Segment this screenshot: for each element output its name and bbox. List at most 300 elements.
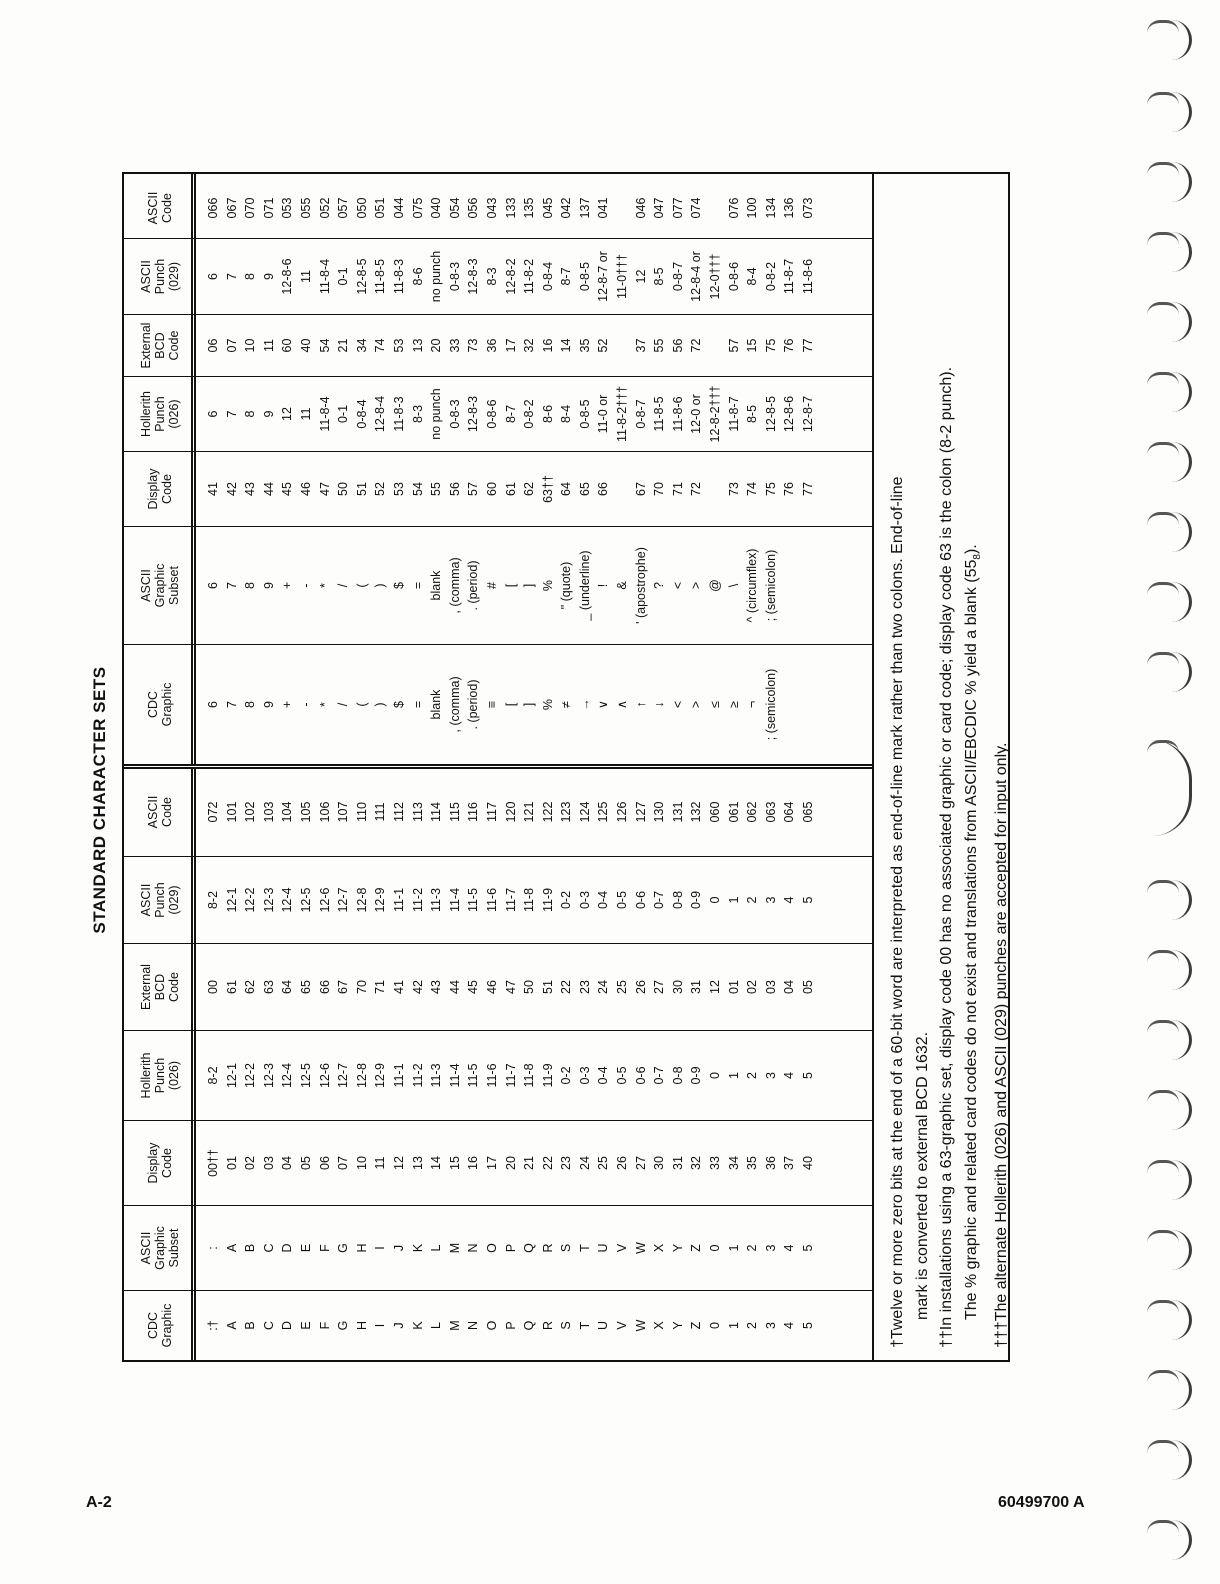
table-cell: 0-3 (577, 1066, 592, 1085)
table-cell: 64 (280, 980, 295, 994)
table-cell: 04 (280, 1156, 295, 1170)
column-header: ASCII Graphic Subset (139, 1226, 181, 1270)
table-cell: 12 (280, 407, 295, 421)
table-cell: 12-5 (298, 1062, 313, 1089)
table-cell: 0-8-5 (577, 261, 592, 292)
table-cell: ↑ (633, 701, 648, 708)
table-cell: 110 (354, 802, 369, 822)
table-cell: 0-4 (596, 890, 611, 910)
table-cell: ↓ (652, 701, 667, 708)
table-cell: 4 (782, 1244, 797, 1252)
table-cell: ] (522, 702, 537, 707)
table-cell: 22 (540, 1156, 555, 1170)
table-cell: 42 (224, 482, 239, 496)
table-cell: ≠ (559, 701, 574, 708)
table-cell: 12-8-6 (280, 258, 295, 295)
table-cell: 11-8-4 (317, 258, 332, 295)
table-cell: 043 (484, 197, 499, 219)
table-cell: 6 (206, 582, 220, 589)
table-cell: ? (652, 582, 667, 589)
table-cell: 66 (596, 482, 611, 496)
table-cell: 8 (243, 701, 258, 708)
table-cell: 0-5 (615, 1066, 630, 1085)
table-cell: 0-8-2 (522, 399, 537, 429)
table-cell: 044 (391, 197, 406, 219)
table-cell: 104 (280, 801, 295, 823)
table-cell: 70 (354, 980, 369, 994)
table-cell: 0-1 (336, 267, 351, 286)
table-cell: Q (522, 1320, 537, 1331)
table-cell: 12-1 (224, 1062, 239, 1089)
table-cell: : (206, 1246, 220, 1250)
binder-hole-icon (1145, 1300, 1192, 1340)
table-cell: 134 (763, 197, 778, 219)
table-cell: _ (underline) (577, 550, 592, 621)
table-cell: Y (670, 1321, 685, 1330)
table-cell: 71 (670, 482, 685, 496)
table-cell: / (336, 702, 351, 707)
table-cell: 114 (429, 802, 444, 822)
table-cell: 12-4 (280, 1062, 295, 1089)
table-cell: 11 (373, 1156, 388, 1170)
table-cell: 26 (615, 1156, 630, 1170)
table-cell: 125 (596, 801, 611, 823)
table-cell: ≡ (484, 700, 499, 709)
table-cell: " (quote) (559, 561, 574, 610)
table-cell: 12-8-2††† (708, 385, 723, 443)
table-cell: 8-7 (503, 404, 518, 424)
table-column (124, 768, 872, 856)
footnote-2: ††In installations using a 63-graphic set, display code 00 has no associated graphic or card code; display code 63 is the colon (8-2 punch). (938, 366, 955, 1348)
binder-hole-icon (1145, 740, 1192, 836)
table-cell: 8-6 (410, 267, 425, 286)
binder-hole-icon (1145, 1020, 1192, 1060)
table-cell: 12-8-3 (466, 395, 481, 433)
document-number: 60499700 A (998, 1494, 1085, 1511)
table-cell: 11-7 (503, 1063, 518, 1088)
table-cell: 132 (689, 801, 704, 823)
table-cell: 17 (503, 338, 518, 353)
table-cell: 130 (652, 801, 667, 823)
table-cell: 053 (280, 197, 295, 219)
table-cell: 27 (633, 1156, 648, 1170)
table-cell: = (410, 581, 425, 590)
table-cell: T (577, 1244, 592, 1252)
table-cell: 01 (726, 980, 741, 994)
table-cell: ¬ (745, 700, 760, 709)
table-cell: 073 (801, 197, 815, 219)
table-cell: W (633, 1242, 648, 1254)
table-cell (780, 527, 799, 644)
column-header: ASCII Punch (029) (139, 258, 181, 295)
binder-hole-icon (1145, 652, 1192, 692)
table-cell (706, 315, 725, 376)
table-cell: Y (670, 1243, 685, 1253)
table-cell: 074 (689, 197, 704, 219)
table-cell (780, 645, 799, 764)
table-cell: 37 (633, 338, 648, 353)
table-cell: 6 (206, 273, 220, 280)
table-cell: B (243, 1243, 258, 1253)
table-cell: 131 (670, 801, 685, 823)
table-cell: no punch (429, 250, 444, 303)
table-cell: 02 (745, 980, 760, 994)
table-cell: 12-8-5 (354, 258, 369, 295)
table-cell: , (comma) (447, 676, 462, 733)
binder-hole-icon (1145, 1160, 1192, 1200)
table-cell: 11-8-5 (373, 258, 388, 295)
table-cell: 41 (391, 980, 406, 994)
table-cell: 4 (782, 1072, 797, 1079)
table-cell: 12-8-7 (801, 395, 815, 433)
table-cell: 100 (745, 197, 760, 219)
table-cell: 072 (206, 801, 220, 823)
table-cell: 76 (782, 482, 797, 496)
table-cell: ] (522, 583, 537, 588)
table-cell: 32 (522, 338, 537, 353)
table-cell: D (280, 1243, 295, 1253)
table-cell: 0-8 (670, 1066, 685, 1085)
column-header: Display Code (146, 1142, 174, 1184)
table-cell: 0-8-6 (484, 399, 499, 429)
table-cell: 72 (689, 482, 704, 496)
table-cell: 0-8-3 (447, 399, 462, 429)
table-cell: 7 (224, 410, 239, 418)
table-cell: 0 (708, 896, 723, 904)
table-cell: 6 (206, 410, 220, 418)
table-cell: = (410, 700, 425, 709)
table-cell: blank (429, 689, 444, 720)
table-cell: 47 (317, 482, 332, 496)
table-cell: J (391, 1244, 406, 1252)
table-cell: 15 (745, 338, 760, 353)
table-cell: 65 (577, 482, 592, 496)
table-cell: ; (semicolon) (763, 668, 778, 741)
table-cell: 0-8-7 (670, 261, 685, 292)
table-cell: 124 (577, 801, 592, 823)
table-cell: 0-7 (652, 1066, 667, 1085)
table-cell: no punch (429, 388, 444, 440)
table-cell: 66 (317, 980, 332, 994)
table-cell: 8-5 (652, 267, 667, 286)
table-cell: 101 (224, 801, 239, 823)
binder-hole-icon (1145, 1230, 1192, 1270)
table-cell: 7 (224, 582, 239, 589)
column-header: ASCII Code (146, 795, 174, 829)
table-cell: 56 (447, 482, 462, 496)
table-cell: 0-1 (336, 404, 351, 424)
table-cell: 123 (559, 801, 574, 823)
table-cell: X (652, 1321, 667, 1330)
table-cell: 052 (317, 197, 332, 219)
table-cell: 30 (652, 1156, 667, 1170)
table-cell: 11-6 (484, 1063, 499, 1088)
table-cell: ^ (circumflex) (745, 548, 760, 623)
table-cell: blank (429, 570, 444, 601)
table-cell: 01 (224, 1156, 239, 1170)
table-cell (799, 645, 818, 764)
table-cell: V (615, 1321, 630, 1330)
table-cell: 076 (726, 197, 741, 219)
table-cell: 50 (522, 980, 537, 994)
table-cell: 061 (726, 801, 741, 823)
table-column (124, 856, 872, 943)
table-cell: 11-0 or (596, 394, 611, 434)
table-cell: 071 (261, 197, 276, 219)
table-cell: 56 (670, 338, 685, 353)
table-cell: 05 (801, 980, 815, 994)
table-cell: S (559, 1243, 574, 1253)
table-cell: 0-6 (633, 890, 648, 910)
table-cell: 73 (726, 482, 741, 496)
table-cell: 32 (689, 1156, 704, 1170)
table-cell: 30 (670, 980, 685, 994)
table-column (124, 943, 872, 1030)
table-cell: % (540, 579, 555, 592)
table-cell: 11-9 (540, 887, 555, 913)
table-cell: 11-3 (429, 1063, 444, 1088)
table-cell: % (540, 698, 555, 711)
table-cell: 34 (354, 338, 369, 353)
table-cell: C (261, 1243, 276, 1253)
table-cell: - (298, 702, 313, 707)
binder-hole-icon (1145, 1370, 1192, 1410)
table-cell: 23 (577, 980, 592, 994)
table-cell: - (298, 583, 313, 588)
table-cell: D (280, 1320, 295, 1331)
table-cell: 11-8-7 (782, 258, 797, 295)
table-cell: 53 (391, 482, 406, 496)
table-cell: 60 (484, 482, 499, 496)
table-cell: 5 (801, 1072, 815, 1079)
table-cell: \ (726, 583, 741, 588)
table-cell: * (317, 583, 332, 588)
table-cell: 40 (298, 338, 313, 353)
table-cell: K (410, 1243, 425, 1253)
table-cell: 042 (559, 197, 574, 219)
table-cell: 11-4 (447, 887, 462, 913)
table-cell: 12-0 or (689, 394, 704, 434)
table-cell: 136 (782, 197, 797, 219)
table-cell: 16 (540, 338, 555, 353)
table-cell: 12-1 (224, 887, 239, 913)
table-cell: 8-5 (745, 404, 760, 424)
table-cell: 12-3 (261, 1062, 276, 1089)
table-cell: 8-4 (745, 267, 760, 286)
table-cell: 066 (206, 197, 220, 219)
table-cell: 12 (633, 269, 648, 284)
table-cell: M (447, 1320, 462, 1331)
table-cell: 20 (429, 338, 444, 353)
table-cell: 105 (298, 801, 313, 823)
table-cell: 0-4 (596, 1066, 611, 1085)
table-cell: 52 (373, 482, 388, 496)
table-cell: 12-6 (317, 887, 332, 913)
table-cell (799, 527, 818, 644)
table-cell: 14 (559, 338, 574, 353)
table-cell: 7 (224, 273, 239, 280)
table-cell: 11 (261, 339, 276, 352)
table-cell: 00†† (206, 1149, 220, 1177)
table-left-half (124, 764, 872, 1360)
table-cell: N (466, 1243, 481, 1253)
table-cell: A (224, 1243, 239, 1253)
table-cell: Z (689, 1321, 704, 1330)
table-cell: 111 (373, 802, 388, 822)
table-cell: T (577, 1321, 592, 1330)
table-cell: 11-8-3 (391, 258, 406, 295)
table-cell: Z (689, 1244, 704, 1252)
table-cell: 55 (652, 338, 667, 353)
table-cell: 11 (298, 270, 313, 283)
table-cell: 9 (261, 701, 276, 708)
table-cell: 0-6 (633, 1066, 648, 1085)
table-cell: , (comma) (447, 557, 462, 614)
table-column (124, 1205, 872, 1290)
table-cell: 07 (336, 1156, 351, 1170)
table-cell: 0-8-4 (354, 399, 369, 429)
table-cell: 11-2 (410, 887, 425, 913)
table-cell: + (280, 581, 295, 590)
table-cell: 11-8-2††† (615, 385, 630, 443)
binder-hole-icon (1145, 442, 1192, 482)
table-cell: S (559, 1321, 574, 1330)
table-cell: 34 (726, 1156, 741, 1170)
table-cell: 116 (466, 802, 481, 822)
table-cell: 0-8-5 (577, 399, 592, 429)
table-cell: 11-8-6 (801, 258, 815, 295)
binder-hole-icon (1145, 950, 1192, 990)
binder-hole-icon (1145, 20, 1192, 60)
table-cell: 74 (373, 338, 388, 353)
character-table (122, 172, 874, 1362)
table-cell: 12-3 (261, 887, 276, 913)
table-cell: 11-8-6 (670, 396, 685, 432)
table-cell: 117 (484, 802, 499, 822)
table-cell: 54 (317, 338, 332, 353)
table-cell: 0-2 (559, 890, 574, 910)
table-cell: 25 (596, 1156, 611, 1170)
table-cell: < (670, 700, 685, 709)
table-cell: 11-9 (540, 1063, 555, 1088)
table-cell: 36 (484, 338, 499, 353)
binder-hole-icon (1145, 162, 1192, 202)
table-cell: 0-9 (689, 1066, 704, 1085)
table-column (124, 238, 872, 314)
table-cell: 1 (726, 1072, 741, 1079)
table-cell: 12-0††† (708, 253, 723, 300)
table-cell: 12-9 (373, 1062, 388, 1089)
table-cell: 37 (782, 1156, 797, 1170)
table-cell: O (484, 1320, 499, 1331)
table-cell: 2 (745, 1322, 760, 1329)
page-number: A-2 (86, 1494, 112, 1511)
table-cell: L (429, 1244, 444, 1252)
table-cell: 9 (261, 273, 276, 280)
binder-hole-icon (1145, 372, 1192, 412)
column-header: ASCII Graphic Subset (139, 563, 181, 608)
table-cell: 71 (373, 980, 388, 994)
table-cell: 1 (726, 896, 741, 904)
table-cell: 33 (708, 1156, 723, 1170)
table-cell: C (261, 1320, 276, 1331)
table-cell: 10 (243, 338, 258, 353)
table-cell: 135 (522, 197, 537, 219)
table-cell: 075 (410, 197, 425, 219)
table-cell: 8 (243, 582, 258, 589)
table-cell: 11-8-5 (652, 396, 667, 432)
table-cell: 11-8-4 (317, 396, 332, 432)
table-cell: I (373, 1246, 388, 1250)
table-cell: 20 (503, 1156, 518, 1170)
table-cell: # (484, 582, 499, 589)
table-cell: 11-1 (391, 887, 406, 913)
column-header: External BCD Code (139, 322, 181, 369)
table-cell: 12-6 (317, 1062, 332, 1089)
table-cell: 11 (298, 407, 313, 421)
table-cell: 57 (726, 338, 741, 353)
table-cell: 07 (224, 338, 239, 353)
table-cell: U (596, 1243, 611, 1253)
table-cell: 103 (261, 801, 276, 823)
table-cell: 064 (782, 801, 797, 823)
table-cell: 4 (782, 896, 797, 904)
binder-hole-icon (1145, 92, 1192, 132)
table-cell: 11-8 (522, 887, 537, 913)
table-cell: 065 (801, 801, 815, 823)
table-cell: . (period) (466, 560, 481, 611)
footnote-3: †††The alternate Hollerith (026) and ASCII (029) punches are accepted for input only. (993, 742, 1011, 1348)
table-cell: 41 (206, 482, 220, 496)
table-cell: > (689, 700, 704, 709)
table-cell: 36 (763, 1156, 778, 1170)
table-cell: 12-8-6 (782, 395, 797, 433)
table-cell: 00 (206, 980, 220, 994)
column-header: External BCD Code (139, 964, 181, 1010)
table-cell: 107 (336, 801, 351, 823)
table-cell: 03 (763, 980, 778, 994)
table-cell: I (373, 1323, 388, 1328)
table-column (124, 376, 872, 451)
table-cell: 12-8-5 (763, 395, 778, 433)
binder-hole-icon (1145, 232, 1192, 272)
table-cell: 23 (559, 1156, 574, 1170)
table-cell: 11-4 (447, 1063, 462, 1088)
table-cell: 22 (559, 980, 574, 994)
footnotes (874, 172, 1010, 1362)
table-cell: 15 (447, 1156, 462, 1170)
table-cell: 047 (652, 197, 667, 219)
table-cell: A (224, 1321, 239, 1330)
table-column (124, 526, 872, 644)
table-cell: 8-3 (484, 267, 499, 286)
table-cell: 14 (429, 1156, 444, 1170)
table-cell: 11-8 (522, 1063, 537, 1088)
table-cell: G (336, 1320, 351, 1331)
table-cell: . (period) (466, 679, 481, 730)
table-cell: 8-4 (559, 404, 574, 424)
table-cell: 43 (429, 980, 444, 994)
table-cell: 120 (503, 801, 518, 823)
table-cell: 40 (801, 1156, 815, 1170)
table-cell: 61 (503, 482, 518, 496)
table-cell: P (503, 1243, 518, 1253)
table-cell: < (670, 581, 685, 590)
table-cell: [ (503, 702, 518, 707)
table-cell: 51 (354, 482, 369, 496)
table-cell: 12 (708, 980, 723, 994)
table-cell: 8-2 (206, 1066, 220, 1085)
